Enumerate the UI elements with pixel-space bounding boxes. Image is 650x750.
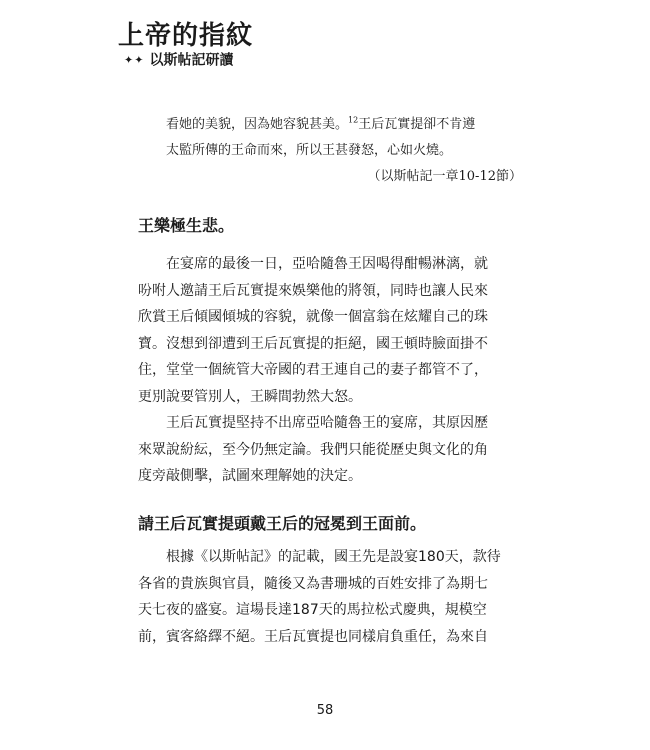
running-header: [118, 20, 318, 76]
body-line: 寶。沒想到卻遭到王后瓦實提的拒絕，國王頓時臉面掛不: [138, 335, 488, 352]
quote-line-1-start: 看她的美貌，因為她容貌甚美。: [166, 117, 349, 132]
body-line: 王后瓦實提堅持不出席亞哈隨魯王的宴席，其原因歷: [166, 415, 488, 431]
sparkle-icon: ✦✦: [124, 53, 145, 67]
body-line: 更別說要管別人，王瞬間勃然大怒。: [138, 388, 362, 405]
scripture-citation: （以斯帖記一章10-12節）: [367, 169, 522, 184]
scripture-quote: [166, 112, 526, 184]
section-1-body: [138, 251, 520, 490]
body-line: 各省的貴族與官員，隨後又為書珊城的百姓安排了為期七: [138, 575, 488, 592]
verse-number: 12: [348, 115, 359, 125]
body-line: 在宴席的最後一日，亞哈隨魯王因喝得酣暢淋漓，就: [166, 256, 488, 272]
quote-line-2: 太監所傳的王命而來，所以王甚發怒，心如火燒。: [166, 143, 453, 158]
quote-line-1: [166, 112, 526, 138]
header-subtitle-row: [124, 50, 234, 71]
body-line: 根據《以斯帖記》的記載，國王先是設宴180天，款待: [166, 549, 501, 565]
body-line: 住，堂堂一個統管大帝國的君王連自己的妻子都管不了，: [138, 362, 488, 378]
body-line: 來眾說紛紜，至今仍無定論。我們只能從歷史與文化的角: [138, 441, 488, 458]
book-subtitle: 以斯帖記研讀: [149, 52, 234, 69]
body-line: 欣賞王后傾國傾城的容貌，就像一個富翁在炫耀自己的珠: [138, 309, 488, 325]
section-2-body: [138, 544, 520, 650]
page-number: 58: [316, 703, 334, 718]
quote-line-1-end: 王后瓦實提卻不肯遵: [358, 117, 476, 132]
section-heading-1: 王樂極生悲。: [138, 216, 235, 235]
body-line: 前，賓客絡繹不絕。王后瓦實提也同樣肩負重任，為來自: [138, 628, 488, 645]
section-heading-2: 請王后瓦實提頭戴王后的冠冕到王面前。: [138, 514, 427, 533]
body-line: 度旁敲側擊，試圖來理解她的決定。: [138, 468, 362, 484]
body-line: 吩咐人邀請王后瓦實提來娛樂他的將領，同時也讓人民來: [138, 282, 488, 299]
body-line: 天七夜的盛宴。這場長達187天的馬拉松式慶典，規模空: [138, 602, 487, 618]
book-title: 上帝的指紋: [118, 21, 254, 51]
